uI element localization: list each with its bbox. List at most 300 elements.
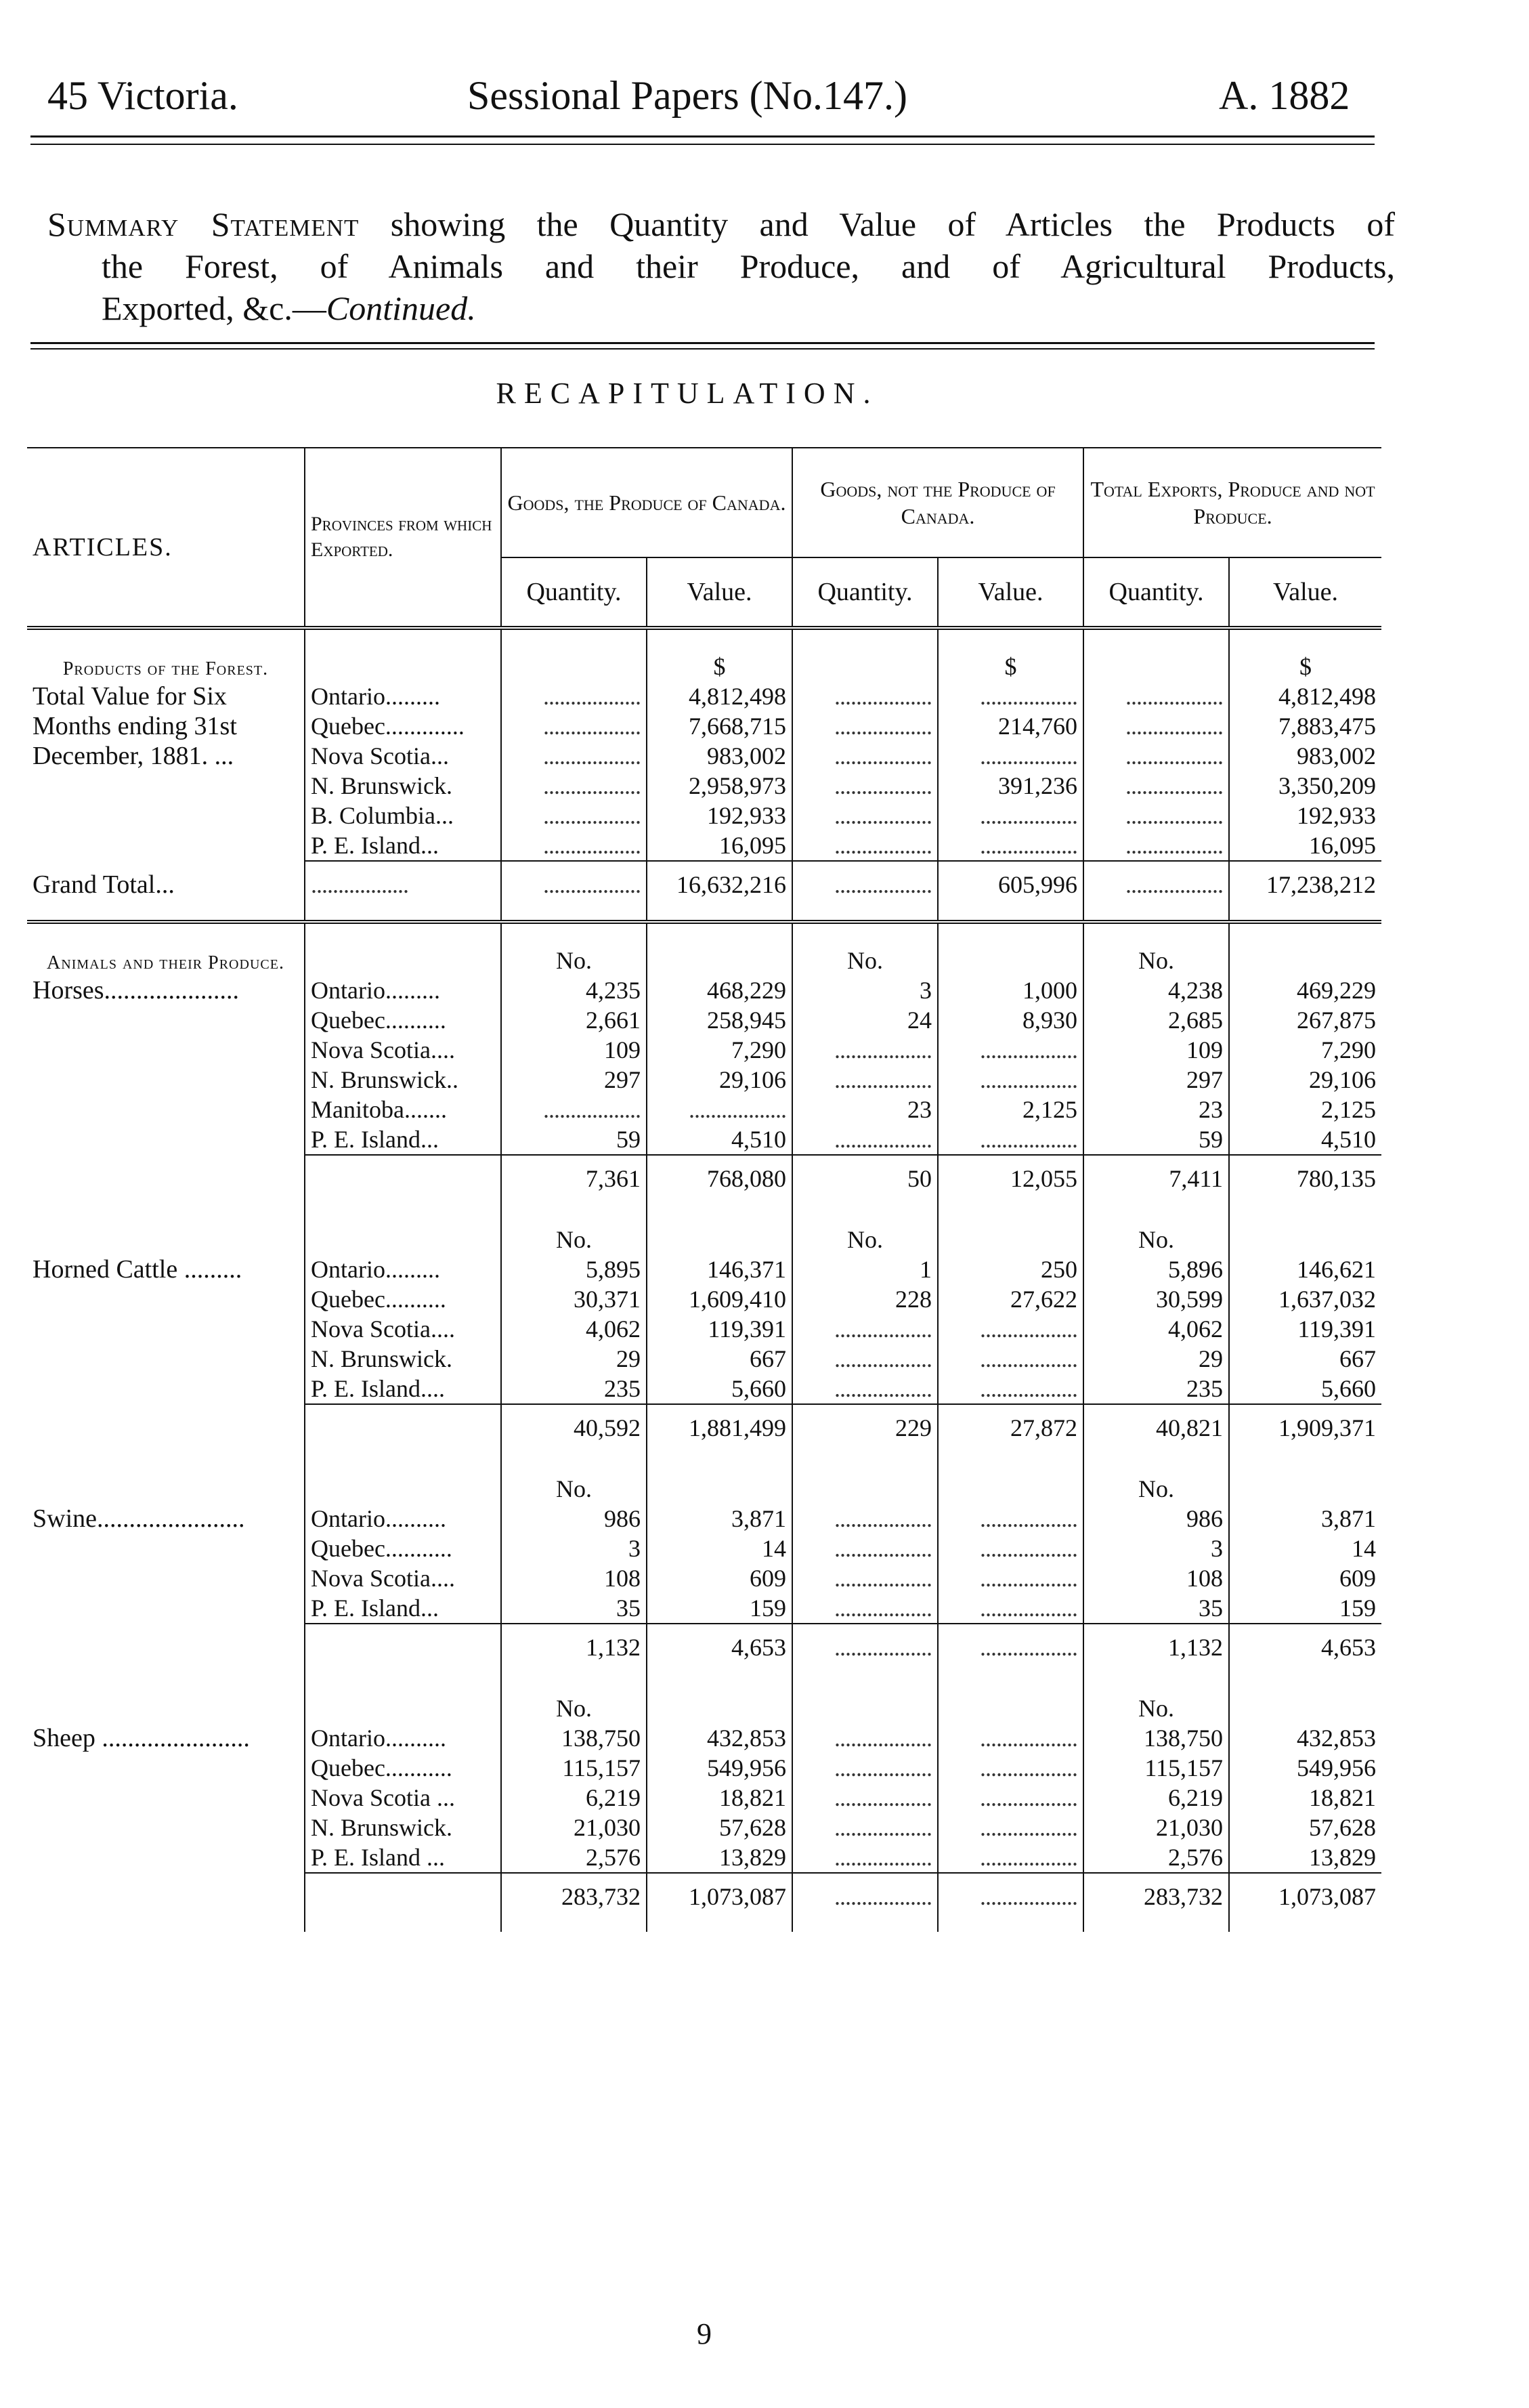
not-canada-quantity-cell-empty: ..................	[792, 1534, 938, 1563]
total-value-cell: 29,106	[1229, 1065, 1381, 1095]
total-quantity-cell: 297	[1083, 1065, 1229, 1095]
province-cell: P. E. Island...	[305, 1593, 501, 1624]
canada-quantity-cell-empty: ..................	[501, 801, 647, 830]
animal-group-total-3-not-canada-quantity-empty: ..................	[792, 1873, 938, 1932]
header-row-groups	[27, 448, 1381, 557]
animal-group-total-3-not-canada-value-empty: ..................	[938, 1873, 1083, 1932]
animal-group-total-1-canada-value: 1,881,499	[647, 1404, 792, 1463]
forest-section-total-value-mark: $	[1229, 628, 1381, 681]
total-value-cell: 3,871	[1229, 1504, 1381, 1534]
animal-group-1-article: Horned Cattle .........	[33, 1255, 242, 1284]
animal-group-0-article: Horses.....................	[33, 976, 240, 1005]
canada-value-cell: 983,002	[647, 741, 792, 771]
not-canada-quantity-cell-empty: ..................	[792, 1344, 938, 1374]
total-value-cell: 16,095	[1229, 830, 1381, 861]
province-cell: N. Brunswick..	[305, 1065, 501, 1095]
forest-grand-total	[27, 861, 1381, 922]
province-cell: Quebec.............	[305, 711, 501, 741]
canada-quantity-cell-empty: ..................	[501, 1095, 647, 1124]
total-quantity-cell: 138,750	[1083, 1723, 1229, 1753]
canada-quantity-cell: 29	[501, 1344, 647, 1374]
total-quantity-cell: 2,685	[1083, 1005, 1229, 1035]
animal-group-total-3-province-blank	[305, 1873, 501, 1932]
animal-group-total-1-total-quantity: 40,821	[1083, 1404, 1229, 1463]
group-canada-value-mark	[647, 1683, 792, 1723]
not-canada-quantity-cell-empty: ..................	[792, 681, 938, 711]
total-quantity-cell: 4,238	[1083, 975, 1229, 1005]
forest-article: Total Value for Six Months ending 31st December, 1881. ...	[33, 682, 237, 770]
animal-group-total-2-label	[27, 1624, 305, 1683]
title-line-3-plain: Exported, &c.—	[102, 289, 326, 327]
animal-group-total-1-canada-quantity: 40,592	[501, 1404, 647, 1463]
not-canada-value-cell-empty: ..................	[938, 1534, 1083, 1563]
not-canada-value-cell-empty: ..................	[938, 830, 1083, 861]
total-quantity-cell: 6,219	[1083, 1783, 1229, 1813]
animal-group-total-0-canada-quantity: 7,361	[501, 1155, 647, 1214]
not-canada-quantity-cell-empty: ..................	[792, 1563, 938, 1593]
canada-quantity-cell: 35	[501, 1593, 647, 1624]
not-canada-quantity-cell-empty: ..................	[792, 830, 938, 861]
total-value-cell: 57,628	[1229, 1813, 1381, 1842]
animals-section	[27, 922, 1381, 975]
total-quantity-cell-empty: ..................	[1083, 711, 1229, 741]
province-cell: Nova Scotia....	[305, 1563, 501, 1593]
total-quantity-cell: 30,599	[1083, 1284, 1229, 1314]
animal-group-total-2-canada-quantity: 1,132	[501, 1624, 647, 1683]
animal-group-total-0-not-canada-quantity: 50	[792, 1155, 938, 1214]
not-canada-quantity-cell: 24	[792, 1005, 938, 1035]
animal-group-total-1	[27, 1404, 1381, 1463]
forest-section-not-canada-value-mark: $	[938, 628, 1083, 681]
province-cell: N. Brunswick.	[305, 1813, 501, 1842]
forest-grand-total-label: Grand Total...	[33, 870, 175, 899]
province-cell: Quebec..........	[305, 1284, 501, 1314]
group-no-row	[27, 1463, 1381, 1504]
summary-title	[47, 203, 1395, 329]
canada-value-cell: 192,933	[647, 801, 792, 830]
canada-value-cell: 13,829	[647, 1842, 792, 1873]
group-spacer	[27, 1463, 305, 1504]
animal-group-total-2	[27, 1624, 1381, 1683]
group-not-canada-quantity-mark	[792, 1683, 938, 1723]
not-canada-quantity-cell-empty: ..................	[792, 1035, 938, 1065]
province-cell: Nova Scotia....	[305, 1035, 501, 1065]
not-canada-value-cell: 1,000	[938, 975, 1083, 1005]
canada-quantity-cell: 4,235	[501, 975, 647, 1005]
province-cell: P. E. Island...	[305, 1124, 501, 1155]
forest-grand-total-total-quantity-empty: ..................	[1083, 861, 1229, 922]
animal-group-total-2-total-value: 4,653	[1229, 1624, 1381, 1683]
group-total-value-mark	[1229, 1214, 1381, 1254]
col-goods-not-canada: Goods, not the Produce of Canada.	[792, 448, 1083, 557]
canada-value-cell: 2,958,973	[647, 771, 792, 801]
animal-group-2-article: Swine.......................	[33, 1504, 245, 1533]
title-lead: Summary Statement	[47, 205, 360, 243]
animal-group-total-1-province-blank	[305, 1404, 501, 1463]
group-not-canada-value-mark	[938, 1463, 1083, 1504]
province-cell: P. E. Island....	[305, 1374, 501, 1404]
total-value-cell: 1,637,032	[1229, 1284, 1381, 1314]
table-row	[27, 1723, 1381, 1753]
not-canada-quantity-cell-empty: ..................	[792, 1504, 938, 1534]
not-canada-value-cell: 8,930	[938, 1005, 1083, 1035]
animal-group-total-2-canada-value: 4,653	[647, 1624, 792, 1683]
col-goods-canada: Goods, the Produce of Canada.	[501, 448, 792, 557]
not-canada-value-cell: 250	[938, 1254, 1083, 1284]
canada-value-cell: 29,106	[647, 1065, 792, 1095]
col-canada-quantity: Quantity.	[501, 557, 647, 628]
col-not-canada-quantity: Quantity.	[792, 557, 938, 628]
not-canada-value-cell-empty: ..................	[938, 1314, 1083, 1344]
province-cell: Nova Scotia....	[305, 1314, 501, 1344]
animal-group-total-1-not-canada-value: 27,872	[938, 1404, 1083, 1463]
animals-section-total-value-mark	[1229, 922, 1381, 975]
canada-quantity-cell: 108	[501, 1563, 647, 1593]
not-canada-quantity-cell-empty: ..................	[792, 801, 938, 830]
not-canada-quantity-cell-empty: ..................	[792, 771, 938, 801]
province-cell: Manitoba.......	[305, 1095, 501, 1124]
province-cell: P. E. Island ...	[305, 1842, 501, 1873]
group-not-canada-value-mark	[938, 1683, 1083, 1723]
total-quantity-cell: 108	[1083, 1563, 1229, 1593]
group-canada-quantity-mark: No.	[501, 1683, 647, 1723]
not-canada-value-cell: 214,760	[938, 711, 1083, 741]
province-cell: B. Columbia...	[305, 801, 501, 830]
not-canada-value-cell-empty: ..................	[938, 1813, 1083, 1842]
animals-section-title: Animals and their Produce.	[47, 952, 284, 973]
canada-value-cell: 18,821	[647, 1783, 792, 1813]
canada-quantity-cell: 59	[501, 1124, 647, 1155]
canada-quantity-cell: 21,030	[501, 1813, 647, 1842]
group-province-blank	[305, 1463, 501, 1504]
total-value-cell: 192,933	[1229, 801, 1381, 830]
header-rule-top	[30, 135, 1375, 138]
animal-group-total-0	[27, 1155, 1381, 1214]
total-quantity-cell: 235	[1083, 1374, 1229, 1404]
canada-value-cell: 3,871	[647, 1504, 792, 1534]
not-canada-value-cell: 391,236	[938, 771, 1083, 801]
table-row	[27, 681, 1381, 711]
not-canada-quantity-cell-empty: ..................	[792, 1065, 938, 1095]
total-value-cell: 18,821	[1229, 1783, 1381, 1813]
total-quantity-cell-empty: ..................	[1083, 741, 1229, 771]
animal-group-total-0-label	[27, 1155, 305, 1214]
animal-group-total-3-label	[27, 1873, 305, 1932]
total-quantity-cell: 2,576	[1083, 1842, 1229, 1873]
animals-section-canada-value-mark	[647, 922, 792, 975]
not-canada-quantity-cell-empty: ..................	[792, 711, 938, 741]
animals-section-total-quantity-mark: No.	[1083, 922, 1229, 975]
col-total-value: Value.	[1229, 557, 1381, 628]
canada-value-cell: 258,945	[647, 1005, 792, 1035]
province-cell: P. E. Island...	[305, 830, 501, 861]
canada-value-cell: 4,510	[647, 1124, 792, 1155]
title-rule-bottom	[30, 348, 1375, 350]
recapitulation-table	[27, 447, 1381, 1932]
group-canada-quantity-mark: No.	[501, 1463, 647, 1504]
total-quantity-cell: 986	[1083, 1504, 1229, 1534]
total-value-cell: 14	[1229, 1534, 1381, 1563]
group-total-value-mark	[1229, 1683, 1381, 1723]
animal-group-total-2-province-blank	[305, 1624, 501, 1683]
group-canada-value-mark	[647, 1463, 792, 1504]
col-canada-value: Value.	[647, 557, 792, 628]
animals-section-not-canada-quantity-mark: No.	[792, 922, 938, 975]
animal-group-total-3	[27, 1873, 1381, 1932]
total-quantity-cell-empty: ..................	[1083, 771, 1229, 801]
table-row	[27, 1254, 1381, 1284]
canada-value-cell: 609	[647, 1563, 792, 1593]
title-line-2: the Forest, of Animals and their Produce, and of Agricultural Products,	[102, 247, 1395, 285]
group-not-canada-value-mark	[938, 1214, 1083, 1254]
total-quantity-cell: 4,062	[1083, 1314, 1229, 1344]
total-value-cell: 983,002	[1229, 741, 1381, 771]
canada-quantity-cell-empty: ..................	[501, 711, 647, 741]
canada-value-cell: 549,956	[647, 1753, 792, 1783]
group-canada-quantity-mark: No.	[501, 1214, 647, 1254]
total-value-cell: 4,510	[1229, 1124, 1381, 1155]
canada-quantity-cell-empty: ..................	[501, 771, 647, 801]
canada-quantity-cell-empty: ..................	[501, 741, 647, 771]
header-right: A. 1882	[1219, 73, 1350, 118]
total-quantity-cell: 35	[1083, 1593, 1229, 1624]
animal-group-total-0-canada-value: 768,080	[647, 1155, 792, 1214]
canada-value-cell-empty: ..................	[647, 1095, 792, 1124]
not-canada-value-cell-empty: ..................	[938, 1344, 1083, 1374]
recapitulation-body	[27, 628, 1381, 1932]
total-quantity-cell-empty: ..................	[1083, 830, 1229, 861]
not-canada-quantity-cell-empty: ..................	[792, 1842, 938, 1873]
total-value-cell: 267,875	[1229, 1005, 1381, 1035]
group-total-quantity-mark: No.	[1083, 1214, 1229, 1254]
title-rule-top	[30, 342, 1375, 344]
not-canada-quantity-cell-empty: ..................	[792, 1124, 938, 1155]
canada-value-cell: 14	[647, 1534, 792, 1563]
province-cell: N. Brunswick.	[305, 771, 501, 801]
total-value-cell: 3,350,209	[1229, 771, 1381, 801]
total-value-cell: 4,812,498	[1229, 681, 1381, 711]
canada-quantity-cell: 4,062	[501, 1314, 647, 1344]
animal-group-3-article: Sheep .......................	[33, 1724, 250, 1752]
group-province-blank	[305, 1214, 501, 1254]
total-value-cell: 119,391	[1229, 1314, 1381, 1344]
animal-group-total-1-not-canada-quantity: 229	[792, 1404, 938, 1463]
province-cell: Ontario..........	[305, 1723, 501, 1753]
total-value-cell: 7,290	[1229, 1035, 1381, 1065]
animal-group-total-0-province-blank	[305, 1155, 501, 1214]
total-value-cell: 13,829	[1229, 1842, 1381, 1873]
col-total-exports: Total Exports, Produce and not Produce.	[1083, 448, 1381, 557]
not-canada-value-cell-empty: ..................	[938, 1593, 1083, 1624]
total-value-cell: 7,883,475	[1229, 711, 1381, 741]
canada-value-cell: 119,391	[647, 1314, 792, 1344]
total-quantity-cell: 115,157	[1083, 1753, 1229, 1783]
canada-quantity-cell: 2,576	[501, 1842, 647, 1873]
canada-value-cell: 57,628	[647, 1813, 792, 1842]
not-canada-quantity-cell-empty: ..................	[792, 1314, 938, 1344]
col-not-canada-value: Value.	[938, 557, 1083, 628]
group-total-quantity-mark: No.	[1083, 1463, 1229, 1504]
title-line-3	[47, 287, 1395, 329]
total-value-cell: 549,956	[1229, 1753, 1381, 1783]
col-total-quantity: Quantity.	[1083, 557, 1229, 628]
canada-value-cell: 7,290	[647, 1035, 792, 1065]
header-rule-bottom	[30, 144, 1375, 145]
province-cell: Ontario..........	[305, 1504, 501, 1534]
total-quantity-cell: 23	[1083, 1095, 1229, 1124]
animal-group-total-0-total-quantity: 7,411	[1083, 1155, 1229, 1214]
not-canada-value-cell-empty: ..................	[938, 801, 1083, 830]
total-quantity-cell: 21,030	[1083, 1813, 1229, 1842]
province-cell: Nova Scotia...	[305, 741, 501, 771]
total-value-cell: 469,229	[1229, 975, 1381, 1005]
canada-quantity-cell: 297	[501, 1065, 647, 1095]
forest-section-province-blank	[305, 628, 501, 681]
animal-group-total-0-not-canada-value: 12,055	[938, 1155, 1083, 1214]
total-quantity-cell: 29	[1083, 1344, 1229, 1374]
province-cell: Nova Scotia ...	[305, 1783, 501, 1813]
not-canada-value-cell-empty: ..................	[938, 741, 1083, 771]
total-value-cell: 159	[1229, 1593, 1381, 1624]
animal-group-total-3-total-value: 1,073,087	[1229, 1873, 1381, 1932]
group-not-canada-quantity-mark	[792, 1463, 938, 1504]
col-articles: ARTICLES.	[33, 533, 173, 562]
not-canada-value-cell-empty: ..................	[938, 1374, 1083, 1404]
total-quantity-cell: 109	[1083, 1035, 1229, 1065]
forest-grand-total-total-value: 17,238,212	[1229, 861, 1381, 922]
forest-section-total-quantity-mark	[1083, 628, 1229, 681]
animal-group-total-2-not-canada-value-empty: ..................	[938, 1624, 1083, 1683]
group-no-row	[27, 1683, 1381, 1723]
province-cell: Quebec..........	[305, 1005, 501, 1035]
group-province-blank	[305, 1683, 501, 1723]
not-canada-quantity-cell: 1	[792, 1254, 938, 1284]
title-line-1-rest: showing the Quantity and Value of Articles the Products of	[390, 205, 1395, 243]
not-canada-quantity-cell-empty: ..................	[792, 741, 938, 771]
not-canada-quantity-cell: 228	[792, 1284, 938, 1314]
not-canada-value-cell-empty: ..................	[938, 1753, 1083, 1783]
canada-quantity-cell: 235	[501, 1374, 647, 1404]
page-number: 9	[697, 2317, 712, 2350]
not-canada-quantity-cell-empty: ..................	[792, 1813, 938, 1842]
total-quantity-cell: 3	[1083, 1534, 1229, 1563]
province-cell: Quebec...........	[305, 1534, 501, 1563]
not-canada-quantity-cell-empty: ..................	[792, 1723, 938, 1753]
not-canada-quantity-cell-empty: ..................	[792, 1783, 938, 1813]
canada-quantity-cell: 138,750	[501, 1723, 647, 1753]
province-cell: Ontario.........	[305, 1254, 501, 1284]
canada-quantity-cell-empty: ..................	[501, 830, 647, 861]
forest-grand-total-not-canada-quantity-empty: ..................	[792, 861, 938, 922]
canada-quantity-cell: 115,157	[501, 1753, 647, 1783]
province-cell: Quebec...........	[305, 1753, 501, 1783]
group-total-value-mark	[1229, 1463, 1381, 1504]
not-canada-value-cell-empty: ..................	[938, 681, 1083, 711]
not-canada-value-cell-empty: ..................	[938, 1065, 1083, 1095]
canada-quantity-cell: 5,895	[501, 1254, 647, 1284]
not-canada-value-cell-empty: ..................	[938, 1842, 1083, 1873]
header-center: Sessional Papers (No.147.)	[467, 73, 907, 118]
animal-group-total-3-canada-value: 1,073,087	[647, 1873, 792, 1932]
not-canada-value-cell: 27,622	[938, 1284, 1083, 1314]
forest-section-not-canada-quantity-mark	[792, 628, 938, 681]
total-value-cell: 609	[1229, 1563, 1381, 1593]
total-quantity-cell-empty: ..................	[1083, 681, 1229, 711]
total-quantity-cell: 5,896	[1083, 1254, 1229, 1284]
canada-value-cell: 1,609,410	[647, 1284, 792, 1314]
total-value-cell: 146,621	[1229, 1254, 1381, 1284]
canada-value-cell: 4,812,498	[647, 681, 792, 711]
canada-value-cell: 7,668,715	[647, 711, 792, 741]
not-canada-quantity-cell-empty: ..................	[792, 1753, 938, 1783]
forest-section-canada-value-mark: $	[647, 628, 792, 681]
animal-group-total-0-total-value: 780,135	[1229, 1155, 1381, 1214]
animals-section-province-blank	[305, 922, 501, 975]
not-canada-quantity-cell-empty: ..................	[792, 1374, 938, 1404]
animals-section-not-canada-value-mark	[938, 922, 1083, 975]
canada-value-cell: 146,371	[647, 1254, 792, 1284]
animal-group-total-3-total-quantity: 283,732	[1083, 1873, 1229, 1932]
col-provinces: Provinces from which Exported.	[305, 448, 501, 628]
total-quantity-cell: 59	[1083, 1124, 1229, 1155]
canada-quantity-cell: 2,661	[501, 1005, 647, 1035]
recapitulation-heading: RECAPITULATION.	[496, 377, 879, 410]
not-canada-value-cell: 2,125	[938, 1095, 1083, 1124]
canada-quantity-cell: 3	[501, 1534, 647, 1563]
group-canada-value-mark	[647, 1214, 792, 1254]
title-line-1	[47, 203, 1395, 245]
animal-group-total-3-canada-quantity: 283,732	[501, 1873, 647, 1932]
not-canada-quantity-cell-empty: ..................	[792, 1593, 938, 1624]
not-canada-value-cell-empty: ..................	[938, 1783, 1083, 1813]
animal-group-total-2-not-canada-quantity-empty: ..................	[792, 1624, 938, 1683]
not-canada-quantity-cell: 3	[792, 975, 938, 1005]
canada-value-cell: 5,660	[647, 1374, 792, 1404]
total-value-cell: 432,853	[1229, 1723, 1381, 1753]
canada-value-cell: 432,853	[647, 1723, 792, 1753]
not-canada-value-cell-empty: ..................	[938, 1723, 1083, 1753]
canada-value-cell: 16,095	[647, 830, 792, 861]
group-no-row	[27, 1214, 1381, 1254]
canada-value-cell: 468,229	[647, 975, 792, 1005]
province-cell: N. Brunswick.	[305, 1344, 501, 1374]
forest-section-canada-quantity-mark	[501, 628, 647, 681]
canada-quantity-cell: 986	[501, 1504, 647, 1534]
canada-quantity-cell: 109	[501, 1035, 647, 1065]
not-canada-value-cell-empty: ..................	[938, 1124, 1083, 1155]
not-canada-value-cell-empty: ..................	[938, 1035, 1083, 1065]
table-row	[27, 1504, 1381, 1534]
not-canada-quantity-cell: 23	[792, 1095, 938, 1124]
animal-group-total-1-total-value: 1,909,371	[1229, 1404, 1381, 1463]
animals-section-canada-quantity-mark: No.	[501, 922, 647, 975]
forest-section	[27, 628, 1381, 681]
table-row	[27, 975, 1381, 1005]
animal-group-total-2-total-quantity: 1,132	[1083, 1624, 1229, 1683]
group-not-canada-quantity-mark: No.	[792, 1214, 938, 1254]
canada-quantity-cell: 6,219	[501, 1783, 647, 1813]
animal-group-total-1-label	[27, 1404, 305, 1463]
canada-value-cell: 667	[647, 1344, 792, 1374]
header-left: 45 Victoria.	[47, 73, 238, 118]
canada-quantity-cell-empty: ..................	[501, 681, 647, 711]
province-cell: Ontario.........	[305, 975, 501, 1005]
province-cell: Ontario.........	[305, 681, 501, 711]
group-spacer	[27, 1683, 305, 1723]
forest-grand-total-canada-quantity-empty: ..................	[501, 861, 647, 922]
forest-grand-total-province-blank: ..................	[305, 861, 501, 922]
title-line-3-italic: Continued.	[326, 289, 476, 327]
